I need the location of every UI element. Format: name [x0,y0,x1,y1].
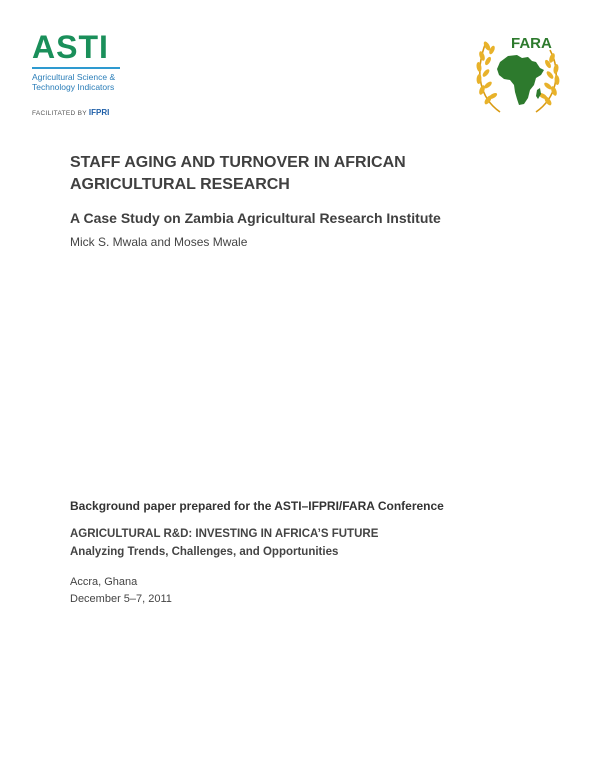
fara-wordmark: FARA [511,35,552,52]
document-authors: Mick S. Mwala and Moses Mwale [70,235,248,249]
background-paper-note: Background paper prepared for the ASTI–IFPRI/FARA Conference [70,499,444,513]
conference-title: AGRICULTURAL R&D: INVESTING IN AFRICA’S FUTURE [70,528,379,540]
title-line1: STAFF AGING AND TURNOVER IN AFRICAN [70,154,406,171]
ifpri-wordmark: IFPRI [88,108,110,117]
conference-subtitle: Analyzing Trends, Challenges, and Opportunities [70,546,339,558]
conference-dates: December 5–7, 2011 [70,593,172,605]
asti-logo-rule [32,67,120,69]
africa-wheat-wreath-icon [470,28,566,120]
page-title [70,152,530,196]
asti-tagline [32,72,115,92]
asti-facilitated-by [32,108,109,117]
conference-location: Accra, Ghana [70,576,138,588]
facilitated-by-text: FACILITATED BY [32,110,87,117]
title-line2: AGRICULTURAL RESEARCH [70,176,290,193]
asti-tagline-line1: Agricultural Science & [32,72,116,82]
asti-wordmark: ASTI [32,29,109,65]
document-subtitle: A Case Study on Zambia Agricultural Research Institute [70,210,441,226]
fara-logo [470,28,566,120]
asti-tagline-line2: Technology Indicators [32,82,115,92]
asti-logo [32,30,132,122]
